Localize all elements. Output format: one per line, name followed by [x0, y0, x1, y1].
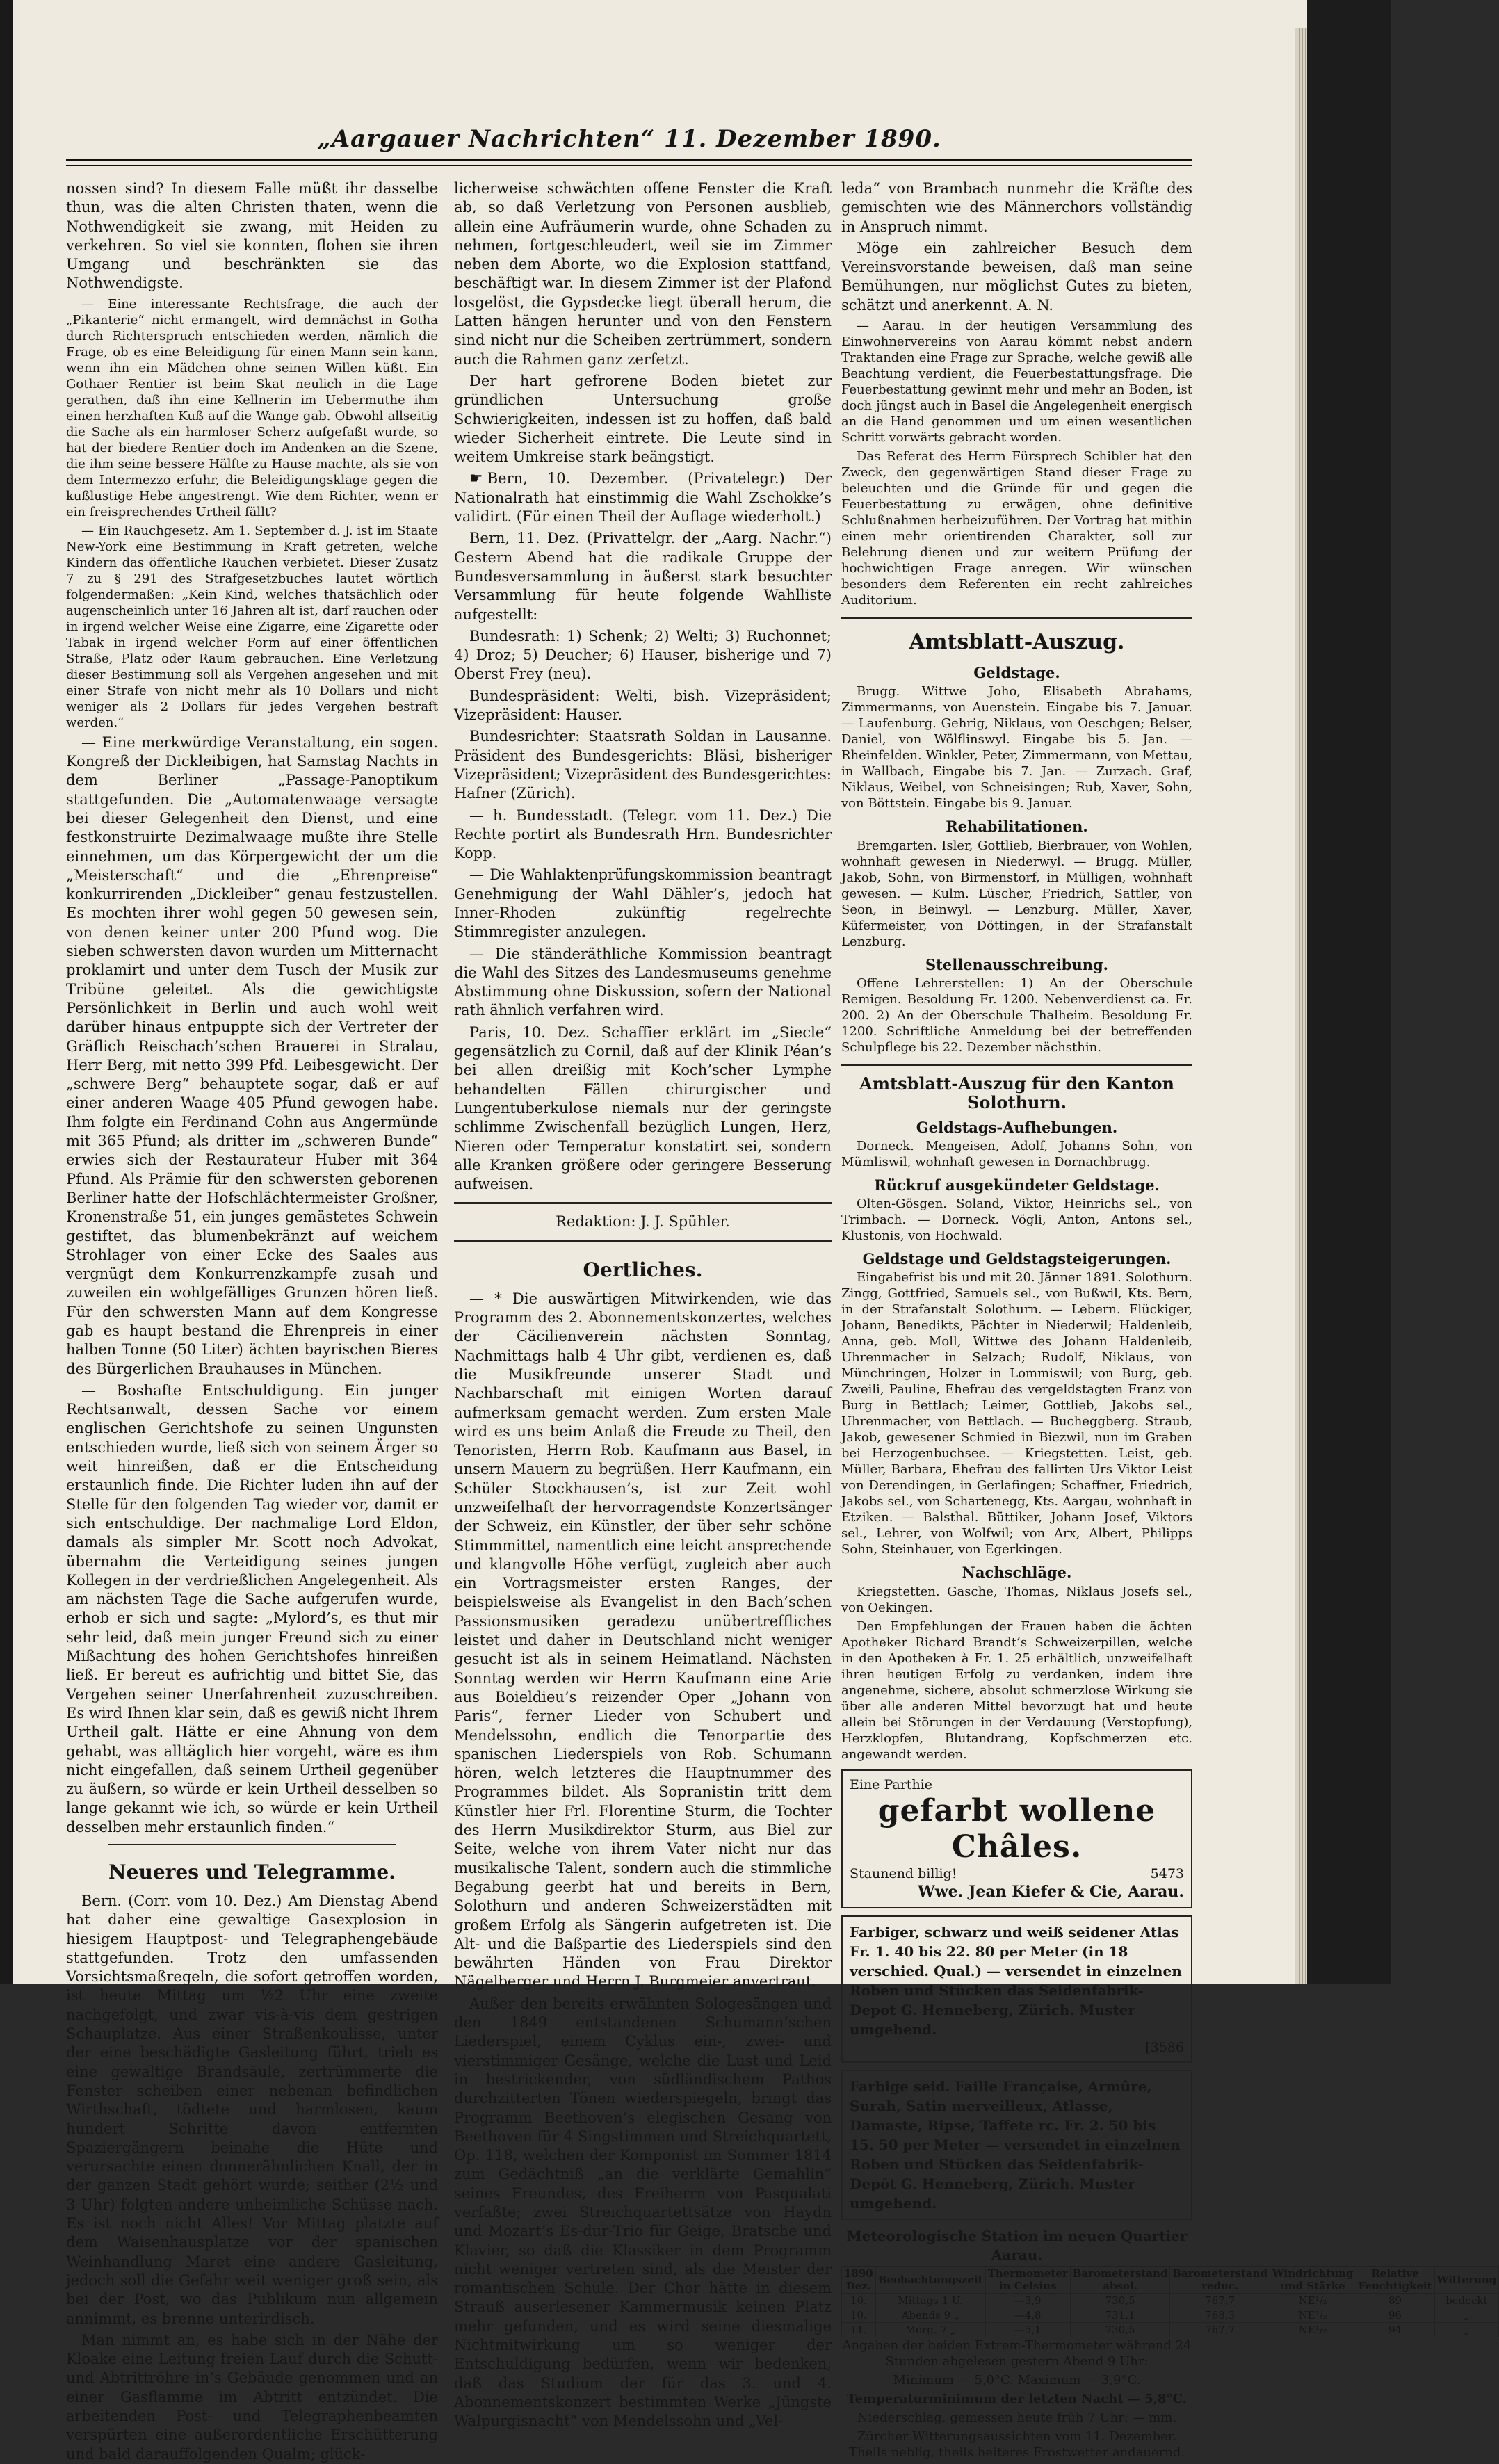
ad-number: 5473: [1150, 1865, 1184, 1881]
ad-text: Staunend billig!: [850, 1865, 957, 1881]
meteo-cell: NE¹/₂: [1270, 2308, 1356, 2323]
subheading-stellen: Stellenausschreibung.: [925, 955, 1108, 973]
advert-chales: [841, 1769, 1192, 1908]
solothurn-text: Eingabefrist bis und mit 20. Jänner 1891. Solothurn. Zingg, Gottfried, Samuels sel., von Bußwil, Kts. Bern, in der Strafanstalt Solothurn. — Lebern. Flückiger, Johann, Benedikts, Pächter in Niederwil; Haldenleib, Anna, geb. Moll, Wittwe des Johann Haldenleib, Uhrenmacher in Selzach; Rudolf, Niklaus, von Münchringen, Holzer in Lommiswil; von Burg, geb. Zweili, Pauline, Ehefrau des vergeldstagten Franz von Burg in Bettlach; Leimer, Gottlieb, Jakobs sel., Uhrenmacher, von Bettlach. — Bucheggberg. Straub, Jakob, gewesener Schmied in Biezwil, nun im Graben bei Herzogenbuchsee. — Kriegstetten. Leist, geb. Müller, Barbara, Ehefrau des fallirten Urs Viktor Leist von Derendingen, in Gerlafingen; Schaffner, Friedrich, Jakobs sel., von Schartenegg, Kts. Aargau, wohnhaft in Etziken. — Balsthal. Büttiker, Johann Josef, Viktors sel., Lehrer, von Wolfwil; von Arx, Albert, Philipps Sohn, Steinhauer, von Egerkingen.: [841, 1270, 1192, 1557]
subheading: Rückruf ausgekündeter Geldstage.: [874, 1176, 1160, 1194]
meteo-cell: 11.: [842, 2323, 876, 2337]
meteo-cell: Mittags 1 U.: [875, 2294, 985, 2308]
amtsblatt-text: Brugg. Wittwe Joho, Elisabeth Abrahams, Zimmermanns, von Auenstein. Eingabe bis 7. Januar. — Laufenburg. Gehrig, Niklaus, von Oeschgen; Belser, Daniel, von Wölflinswyl. Eingabe bis 5. Jan. — Rheinfelden. Winkler, Peter, Zimmermann, von Mettau, in Wallbach, Eingabe bis 7. Jan. — Zurzach. Graf, Niklaus, Weibel, von Schneisingen; Rub, Xaver, Sohn, von Böttstein. Eingabe bis 9. Januar.: [841, 684, 1192, 811]
telegram-bern-2: Bern, 11. Dez. (Privattelgr. der „Aarg. Nachr.“) Gestern Abend hat die radikale Gruppe der Bundesversammlung in äußerst stark besuchter Versammlung für heute folgende Wahlliste aufgestellt:: [454, 530, 832, 623]
meteo-cell: NE¹/₂: [1270, 2294, 1356, 2308]
meteo-cell: 731,1: [1070, 2308, 1170, 2323]
ad-number: [3586: [1145, 2039, 1184, 2055]
header-rule: [66, 159, 1192, 166]
section-heading-telegramme: Neueres und Telegramme.: [108, 1861, 396, 1883]
amtsblatt-text: Bremgarten. Isler, Gottlieb, Bierbrauer, von Wohlen, wohnhaft gewesen in Niederwyl. — Brugg. Müller, Jakob, Sohn, von Birmenstorf, in Mülligen, wohnhaft gewesen. — Kulm. Lüscher, Friedrich, Sattler, von Seon, in Beinwyl. — Lenzburg. Müller, Xaver, Küfermeister, von Döttingen, in der Strafanstalt Lenzburg.: [841, 838, 1192, 949]
running-head: „Aargauer Nachrichten“ 11. Dezember 1890.: [317, 125, 941, 153]
article-kongress: — Eine merkwürdige Veranstaltung, ein sogen. Kongreß der Dickleibigen, hat Samstag Nachts in dem Berliner „Passage-Panoptikum stattgefunden. Die „Automatenwaage versagte bei dieser Gelegenheit den Dienst, und eine festkonstruirte Dezimalwaage mußte ihre Stelle einnehmen, um das Körpergewicht der um die „Meisterschaft“ und die „Ehrenpreise“ konkurrirenden „Dickleiber“ genau festzustellen. Es mochten ihrer wohl gegen 50 gewesen sein, von denen keiner unter 200 Pfund wog. Die sieben schwersten davon wurden um Mitternacht proklamirt und unter dem Tusch der Musik zur Tribüne geleitet. Als die gewichtigste Persönlichkeit in Berlin und auch wohl weit darüber hinaus entpuppte sich der Vertreter der Gräflich Reischach’schen Brauerei in Stralau, Herr Berg, mit netto 399 Pfd. Leibesgewicht. Der „schwere Berg“ behauptete sogar, daß er auf einer anderen Waage 405 Pfund gewogen habe. Ihm folgte ein Ferdinand Cohn aus Angermünde mit 365 Pfund; als dritter im „schweren Bunde“ erwies sich der Restaurateur Huber mit 364 Pfund. Als Prämie für den schwersten geborenen Berliner hatte der Hofschlächtermeister Großner, Kronenstraße 51, ein junges gemästetes Schwein gestiftet, das blumenbekränzt auf weichem Strohlager von einer Ecke des Saales aus vergnügt dem Konkurrenzkampfe zusah und zuweilen ein wohlgefälliges Grunzen hören ließ. Für den schwersten Mann auf dem Kongresse gab es haupt bestand die Ehrenpreis in einer halben Tonne (50 Liter) ächten bayrischen Bieres des Bürgerlichen Brauhauses in München.: [66, 733, 438, 1377]
telegram-text: Bern, 10. Dezember. (Privatelegr.) Der Nationalrath hat einstimmig die Wahl Zschokke’s validirt. (Für einen Theil der Auflage wiederholt.): [454, 470, 832, 526]
ad-firm: Wwe. Jean Kiefer & Cie, Aarau.: [918, 1882, 1184, 1901]
meteo-cell: NE¹/₂: [1270, 2323, 1356, 2337]
scan-left-edge: [0, 0, 13, 1984]
solothurn-text: Dorneck. Mengeisen, Adolf, Johanns Sohn, von Mümliswil, wohnhaft gewesen in Dornachbrugg.: [841, 1138, 1192, 1169]
meteo-cell: —3,9: [985, 2294, 1070, 2308]
article-text: Das Referat des Herrn Fürsprech Schibler hat den Zweck, den gegenwärtigen Stand dieser Frage zu beleuchten und die Gründe für und gegen die Feuerbestattung zu erwägen, ohne definitive Schlußnahmen herbeizuführen. Der Vortrag hat mithin einen mehr orientirenden Charakter, soll zur Belehrung dienen und zur weitern Prüfung der hochwichtigen Frage anregen. Wir wünschen besonders dem Referenten ein recht zahlreiches Auditorium.: [841, 449, 1192, 608]
amtsblatt-text: Offene Lehrerstellen: 1) An der Oberschule Remigen. Besoldung Fr. 1200. Nebenverdienst ca. Fr. 200. 2) An der Oberschule Thalheim. Besoldung Fr. 1200. Schriftliche Anmeldung bei der betreffenden Schulpflege bis 22. Dezember nächsthin.: [841, 975, 1192, 1055]
article-entschuldigung: — Boshafte Entschuldigung. Ein junger Rechtsanwalt, dessen Sache vor einem englischen Gerichtshofe zu seinen Ungunsten entschieden wurde, ließ sich von seinem Ärger so weit hinreißen, daß er die Entscheidung erstaunlich finde. Die Richter luden ihn auf der Stelle für den folgenden Tag wieder vor, damit er sich entschuldige. Der nachmalige Lord Eldon, damals als simpler Mr. Scott noch Advokat, übernahm die Verteidigung seines jungen Kollegen in der verdrießlichen Angelegenheit. Als am nächsten Tage die Sache aufgerufen wurde, erhob er sich und sagte: „Mylord’s, es thut mir sehr leid, daß mein junger Freund sich zu einer Mißachtung des hohen Gerichtshofes hinreißen ließ. Er bereut es aufrichtig und bittet Sie, das Vergehen seiner Unerfahrenheit zuzuschreiben. Es wird Ihnen klar sein, daß es gewiß nicht Ihrem Urtheil galt. Hätte er eine Ahnung von dem gehabt, was alltäglich hier vorgeht, wäre es ihm nicht eingefallen, daß seinem Urtheil gegenüber zu äußern, so würde er kein Urtheil desselben so lange gekannt wie ich, so würde er kein Urtheil desselben mehr erstaunlich finden.“: [66, 1381, 438, 1835]
meteo-cell: „: [1434, 2308, 1499, 2323]
meteo-note: Temperaturminimum der letzten Nacht — 5,8°C.: [847, 2392, 1187, 2407]
meteo-forecast: Zürcher Witterungsaussichten vom 11. Dezember. Theils neblig, theils heiteres Frostwetter andauernd.: [848, 2429, 1185, 2461]
meteo-cell: —4,8: [985, 2308, 1070, 2323]
telegram-bern-1: [454, 469, 832, 526]
ad-text: Farbige seid. Faille Française, Armûre, Surah, Satin merveilleux, Atlasse, Damaste, Ripse, Taffete rc. Fr. 2. 50 bis 15. 50 per Meter — versendet in einzelnen Roben und Stücken das Seidenfabrik-Depôt G. Henneberg, Zürich. Muster umgehend.: [850, 2077, 1181, 2212]
scan-right-edge: [1307, 0, 1391, 1984]
article-text: Der hart gefrorene Boden bietet zur gründlichen Untersuchung große Schwierigkeiten, indessen ist zu hoffen, daß bald wieder Sicherheit eintrete. Die Leute sind in weitem Umkreise stark beängstigt.: [454, 372, 832, 466]
meteo-row: [842, 2308, 1499, 2323]
advert-brandt-pillen: Den Empfehlungen der Frauen haben die ächten Apotheker Richard Brandt’s Schweizerpillen, welche in den Apotheken à Fr. 1. 25 erhältlich, unzweifelhaft ihren heutigen Erfolg zu verdanken, indem ihre angenehme, sichere, absolut schmerzlose Wirkung sie über alle anderen Mittel bevorzugt hat und heute allein bei Störungen in der Verdauung (Verstopfung), Herzklopfen, Blutandrang, Kopfschmerzen etc. angewandt werden.: [841, 1619, 1192, 1762]
meteo-note: Angaben der beiden Extrem-Thermometer während 24 Stunden abgelesen gestern Abend 9 Uhr:: [842, 2338, 1192, 2369]
meteo-cell: —5,1: [985, 2323, 1070, 2337]
meteo-cell: 730,5: [1070, 2323, 1170, 2337]
meteo-cell: 767,7: [1170, 2323, 1270, 2337]
meteo-cell: 10.: [842, 2294, 876, 2308]
article-text: leda“ von Brambach nunmehr die Kräfte des gemischten wie des Männerchors vollständig in Anspruch nimmt.: [841, 180, 1192, 235]
telegram-bundesstadt: — h. Bundesstadt. (Telegr. vom 11. Dez.) Die Rechte portirt als Bundesrath Hrn. Bundesrichter Kopp.: [454, 807, 832, 862]
redaktion-line: Redaktion: J. J. Spühler.: [556, 1213, 730, 1231]
article-text: Möge ein zahlreicher Besuch dem Vereinsvorstande beweisen, daß man seine Bemühungen, nur möglichst Gutes zu bieten, schätzt und anerkennt. A. N.: [841, 239, 1192, 314]
amtsblatt-heading: Amtsblatt-Auszug.: [909, 630, 1125, 655]
article-text: Außer den bereits erwähnten Sologesängen und den 1849 entstandenen Schumann’schen Liederspiel, einem Cyklus ein-, zwei- und vierstimmiger Gesänge, welche die Lust und Leid in bestrickender, von südländischem Pathos durchzitterten Tönen wiederspiegeln, bringt das Programm Beethoven’s elegischen Gesang von Beethoven für 4 Singstimmen und Streichquartett, Op. 118, welchen der Komponist im Sommer 1814 zum Gedächtniß „an die verklärte Gemahlin“ seines Freundes, des Freiherrn von Pasqualati verfaßte; zwei Streichquartettsätze von Haydn und Mozart’s Es-dur-Trio für Geige, Bratsche und Klavier, so daß die Klassiker in dem Programm nicht weniger vertreten sind, als die Meister der romantischen Schule. Der Chor hätte in diesem Strauß auserlesener Kammermusik keinen Platz mehr gefunden, und es wird seine diesmalige Nichtmitwirkung um so weniger der Entschuldigung bedürfen, wenn wir bedenken, daß das Studium der für das 3. und 4. Abonnementskonzert bestimmten Werke „Jüngste Walpurgisnacht“ von Mendelssohn und „Vel-: [454, 1995, 832, 2430]
subheading-rehabilitationen: Rehabilitationen.: [946, 818, 1088, 836]
solothurn-heading: Amtsblatt-Auszug für den Kanton Solothurn.: [859, 1073, 1175, 1113]
divider: [841, 1064, 1192, 1066]
ad-line: [850, 1865, 1184, 1882]
meteo-table: [841, 2266, 1499, 2337]
meteo-row: [842, 2294, 1499, 2308]
meteo-heading: Meteorologische Station im neuen Quartier Aarau.: [846, 2227, 1188, 2264]
meteo-cell: 10.: [842, 2308, 876, 2323]
meteo-cell: Morg. 7 „: [875, 2323, 985, 2337]
article-feuerbestattung: — Aarau. In der heutigen Versammlung des Einwohnervereins von Aarau kömmt nebst andern Traktanden eine Frage zur Sprache, welche gewiß alle Beachtung verdient, die Feuerbestattungsfrage. Die Feuerbestattung gewinnt mehr und mehr an Boden, ist doch jüngst auch in Basel die Angelegenheit energisch an die Hand genommen und um einen wesentlichen Schritt vorwärts gebracht worden.: [841, 318, 1192, 446]
telegram-paris: Paris, 10. Dez. Schaffier erklärt im „Siecle“ gegensätzlich zu Cornil, daß auf der Klinik Péan’s bei allen dreißig mit Koch’scher Lymphe behandelten Fällen chirurgischer und Lungentuberkulose niemals nur der geringste schlimme Zwischenfall bezüglich Lungen, Herz, Nieren oder Temperatur konstatirt sei, sondern alle Kranken größere oder geringere Besserung aufweisen.: [454, 1023, 832, 1193]
meteo-cell: 730,5: [1070, 2294, 1170, 2308]
meteo-cell: 96: [1356, 2308, 1434, 2323]
column-1: [66, 179, 438, 2463]
article-gasexplosion: Bern. (Corr. vom 10. Dez.) Am Dienstag Abend hat daher eine gewaltige Gasexplosion in hiesigem Hauptpost- und Telegraphengebäude stattgefunden. Trotz den umfassenden Vorsichtsmaßregeln, die sofort getroffen worden, ist heute Mittag um ½2 Uhr eine zweite nachgefolgt, und zwar vis-à-vis dem gestrigen Schauplatze. Aus einer Straßenkoulisse, unter der eine beschädigte Gasleitung führt, trieb es eine gewaltige Brandsäule, zertrümmerte die Fenster scheiben einer nebenan befindlichen Wirthschaft, tödtete und harmlosen, kaum hundert Schritte davon entfernten Spaziergängern beinahe die Hüte und verursachte einen donnerähnlichen Knall, der in der ganzen Stadt gehört wurde; seither (2½ und 3 Uhr) folgten andere unheimliche Schüsse nach. Es ist noch nicht Alles! Vor Mittag platzte auf dem Waisenhausplatze vor der spanischen Weinhandlung Maret eine andere Gasleitung, jedoch soll die Gefahr weit weniger groß sein, als bei der Post, wo das Publikum nun allgemein annimmt, es brenne unterirdisch.: [66, 1892, 438, 2327]
article-text: — Die ständeräthliche Kommission beantragt die Wahl des Sitzes des Landesmuseums genehme Abstimmung ohne Diskussion, sofern der National rath ähnlich verfahren wird.: [454, 945, 832, 1019]
article-text: nossen sind? In diesem Falle müßt ihr dasselbe thun, was die alten Christen thaten, wenn die Nothwendigkeit sie zwang, mit Heiden zu verkehren. So viel sie konnten, flohen sie ihren Umgang und beschränkten sie das Nothwendigste.: [66, 180, 438, 292]
advert-henneberg-atlas: [841, 1915, 1192, 2063]
subheading: Geldstags-Aufhebungen.: [916, 1118, 1118, 1136]
meteo-note: Niederschlag, gemessen heute früh 7 Uhr: — mm.: [857, 2410, 1177, 2426]
ad-text: Farbiger, schwarz und weiß seidener Atlas Fr. 1. 40 bis 22. 80 per Meter (in 18 verschied. Qual.) — versendet in einzelnen Roben und Stücken das Seidenfabrik-Depot G. Henneberg, Zürich. Muster umgehend.: [850, 1923, 1182, 2038]
column-3: [841, 179, 1497, 2461]
ad-pretext: Eine Parthie: [850, 1776, 933, 1792]
meteo-cell: „: [1434, 2323, 1499, 2337]
subheading: Geldstage und Geldstagsteigerungen.: [862, 1250, 1172, 1268]
article-rauchgesetz: — Ein Rauchgesetz. Am 1. September d. J. ist im Staate New-York eine Bestimmung in Kraft getreten, welche Kindern das öffentliche Rauchen verbietet. Dieser Zusatz 7 zu § 291 des Strafgesetzbuches lautet wörtlich folgendermaßen: „Kein Kind, welches thatsächlich oder augenscheinlich unter 16 Jahren alt ist, darf rauchen oder in irgend welcher Weise eine Zigarre, eine Zigarette oder Tabak in irgend welcher Form auf einer öffentlichen Straße, Platz oder Raum gebrauchen. Eine Verletzung dieser Bestimmung soll als Vergehen angesehen und mit einer Strafe von nicht mehr als 10 Dollars und nicht weniger als 2 Dollars für jedes Vergehen bestraft werden.“: [66, 523, 438, 730]
meteo-note: Minimum — 5,0°C. Maximum — 3,9°C.: [893, 2373, 1141, 2388]
article-text: — Die Wahlaktenprüfungskommission beantragt Genehmigung der Wahl Dähler’s, jedoch hat Inner-Rhoden zukünftig regelrechte Stimmregister anzulegen.: [454, 866, 832, 941]
meteo-cell: bedeckt: [1434, 2294, 1499, 2308]
article-text: licherweise schwächten offene Fenster die Kraft ab, so daß Verletzung von Personen ausblieb, allein eine Aufräumerin wurde, ohne Schaden zu nehmen, fortgeschleudert, weil sie im Zimmer neben dem Aborte, wo die Explosion stattfand, beschäftigt war. In diesem Zimmer ist der Plafond losgelöst, die Gypsdecke liegt überall herum, die Latten hängen herunter und von den Fenstern sind nicht nur die Scheiben zertrümmert, sondern auch die Rahmen ganz zerfetzt.: [454, 180, 832, 368]
meteo-col-header: 1890 Dez.: [842, 2267, 876, 2294]
wahlliste-richter: Bundesrichter: Staatsrath Soldan in Lausanne. Präsident des Bundesgerichts: Bläsi, bisheriger Vizepräsident; Vizepräsident des Bundesgerichtes: Hafner (Zürich).: [454, 728, 832, 802]
article-text: Man nimmt an, es habe sich in der Nähe der Kloake eine Leitung freien Lauf durch die Schutt- und Abtrittröhre in’s Gebäude genommen und an einer Gasflamme im Abtritt entzündet. Die arbeitenden Post- und Telegraphenbeamten verspürten eine außerordentliche Erschütterung und bald darauffolgenden Qualm; glück-: [66, 2331, 438, 2463]
meteo-row: [842, 2323, 1499, 2337]
advert-henneberg-faille: [841, 2070, 1192, 2220]
subheading: Nachschläge.: [962, 1564, 1072, 1582]
solothurn-text: Kriegstetten. Gasche, Thomas, Niklaus Josefs sel., von Oekingen.: [841, 1584, 1192, 1615]
divider: [454, 1202, 832, 1204]
wahlliste-bundesrath: Bundesrath: 1) Schenk; 2) Welti; 3) Ruchonnet; 4) Droz; 5) Deucher; 6) Hauser, bisherige und 7) Oberst Frey (neu).: [454, 627, 832, 683]
article-rechtsfrage: — Eine interessante Rechtsfrage, die auch der „Pikanterie“ nicht ermangelt, wird demnächst in Gotha durch Richterspruch entschieden werden, nämlich die Frage, ob es eine Beleidigung für einen Mann sein kann, wenn ihn ein Mädchen ohne seinen Willen küßt. Ein Gothaer Rentier ist beim Skat neulich in die Lage gerathen, daß ihn eine Kellnerin im Uebermuthe ihm einen herzhaften Kuß auf die Wange gab. Obwohl allseitig die Sache als ein harmloser Scherz aufgefaßt wurde, so hat der biedere Rentier doch im Andenken an die Szene, die ihm seine bessere Hälfte zu Hause machte, als sie von dem Intermezzo erfuhr, die Beleidigungsklage gegen die kußlustige Hebe angestrengt. Wie dem Richter, wenn er ein freisprechendes Urtheil fällt?: [66, 296, 438, 519]
meteo-col-header: Barometerstand absol.: [1070, 2267, 1170, 2294]
divider: [841, 617, 1192, 619]
meteo-cell: 767,7: [1170, 2294, 1270, 2308]
meteo-cell: 89: [1356, 2294, 1434, 2308]
solothurn-text: Olten-Gösgen. Soland, Viktor, Heinrichs sel., von Trimbach. — Dorneck. Vögli, Anton, Antons sel., Klustonis, von Hochwald.: [841, 1197, 1192, 1244]
subheading-geldstage: Geldstage.: [973, 664, 1060, 682]
meteo-cell: 94: [1356, 2323, 1434, 2337]
divider: [454, 1240, 832, 1242]
ad-headline: gefarbt wollene Châles.: [877, 1792, 1156, 1865]
meteo-col-header: Beobachtungszeit: [875, 2267, 985, 2294]
article-konzert: — * Die auswärtigen Mitwirkenden, wie das Programm des 2. Abonnementskonzertes, welches der Cäcilienverein nächsten Sonntag, Nachmittags halb 4 Uhr gibt, verdienen es, daß die Musikfreunde unserer Stadt und Nachbarschaft mit einigen Worten darauf aufmerksam gemacht werden. Zum ersten Male wird es uns beim Anlaß die Freude zu Theil, den Tenoristen, Herrn Rob. Kaufmann aus Basel, in unsern Mauern zu begrüßen. Herr Kaufmann, ein Schüler Stockhausen’s, ist zur Zeit wohl unzweifelhaft der hervorragendste Konzertsänger der Schweiz, ein Künstler, der über sehr schöne Stimmmittel, namentlich eine leicht ansprechende und klangvolle Höhe verfügt, zugleich aber auch ein Vortragsmeister ersten Ranges, der beispielsweise als Evangelist in den Bach’schen Passionsmusiken geradezu unübertreffliches leistet und daher in Deutschland nicht weniger gesucht ist als in seinem Heimatland. Nächsten Sonntag werden wir Herrn Kaufmann eine Arie aus Boieldieu’s reizender Oper „Johann von Paris“, ferner Lieder von Schubert und Mendelssohn, endlich die Tenorpartie des spanischen Liederspiels von Rob. Schumann hören, welch letzteres die Hauptnummer des Programmes bildet. Als Sopranistin tritt dem Künstler hier Frl. Florentine Sturm, die Tochter des Herrn Musikdirektor Sturm, aus Biel zur Seite, welche von ihrem Vater nicht nur das musikalische Talent, sondern auch die stimmliche Begabung geerbt hat und bereits in Bern, Solothurn und anderen Schweizerstädten mit großem Erfolg als Sängerin aufgetreten ist. Die Alt- und die Baßpartie des Liederspiels sind den bewährten Händen von Frau Direktor Nägelberger und Herrn J. Burgmeier anvertraut.: [454, 1290, 832, 1991]
divider: [108, 1844, 396, 1845]
pointing-hand-icon: ☛: [469, 470, 483, 488]
meteo-header-row: [842, 2267, 1499, 2294]
meteo-col-header: Barometerstand reduc.: [1170, 2267, 1270, 2294]
meteo-col-header: Thermometer in Celsius: [985, 2267, 1070, 2294]
section-heading-oertliches: Oertliches.: [583, 1258, 703, 1281]
meteo-col-header: Windrichtung und Stärke: [1270, 2267, 1356, 2294]
wahlliste-praesident: Bundespräsident: Welti, bish. Vizepräsident; Vizepräsident: Hauser.: [454, 687, 832, 724]
column-2: [454, 179, 832, 2430]
meteo-cell: 768,3: [1170, 2308, 1270, 2323]
meteo-col-header: Relative Feuchtigkeit: [1356, 2267, 1434, 2294]
meteo-col-header: Witterung: [1434, 2267, 1499, 2294]
meteo-cell: Abends 9 „: [875, 2308, 985, 2323]
